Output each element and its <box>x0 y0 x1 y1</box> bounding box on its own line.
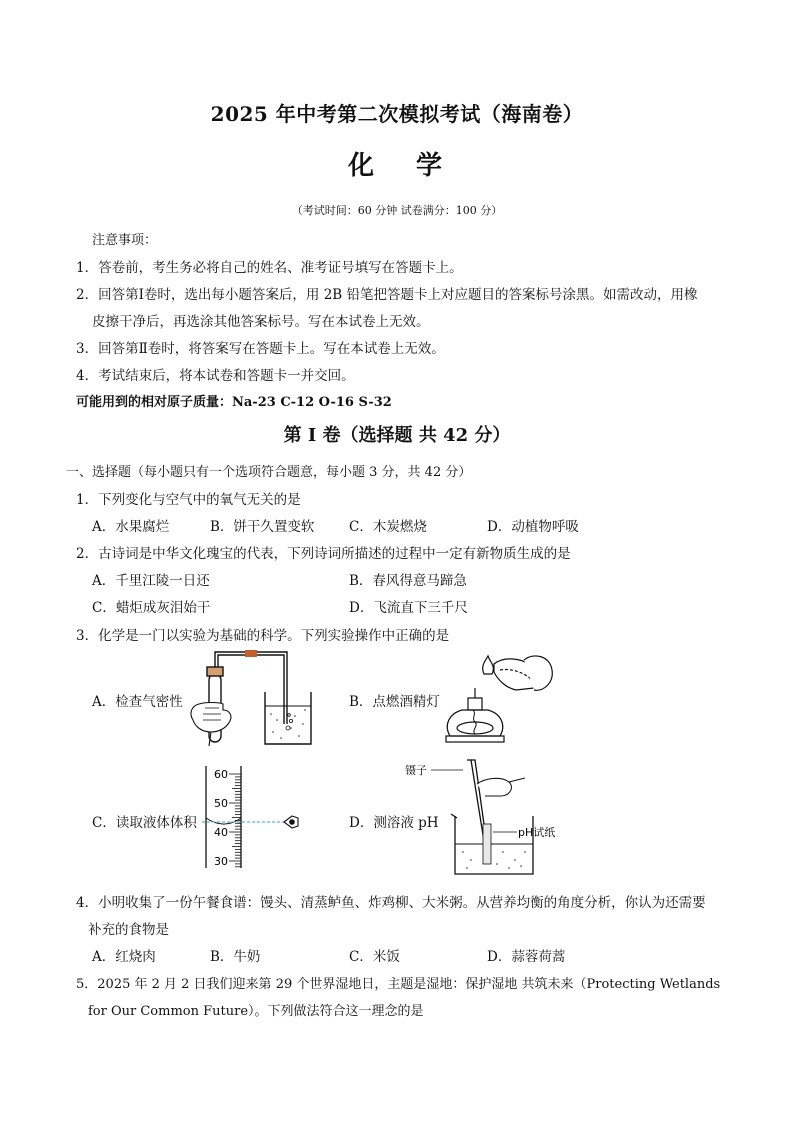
q2-option-d: D．飞流直下三千尺 <box>349 600 468 616</box>
q4-option-a: A．红烧肉 <box>92 949 156 965</box>
subject-char-1: 化 <box>347 151 378 181</box>
q4-stem-cont: 补充的食物是 <box>88 922 169 938</box>
alcohol-lamp-figure <box>440 652 555 748</box>
ph-paper-label: pH试纸 <box>518 826 556 839</box>
q2-option-c: C．蜡炬成灰泪始干 <box>92 600 211 616</box>
q1-option-b: B．饼干久置变软 <box>210 519 315 535</box>
subject-title <box>0 145 794 182</box>
section-title: 第 I 卷（选择题 共 42 分） <box>283 425 511 446</box>
cylinder-tick-30: 30 <box>214 855 228 868</box>
hose-clamp <box>245 650 257 657</box>
cylinder-tick-50: 50 <box>214 797 228 810</box>
q4-option-d: D．蒜蓉荷蒿 <box>487 949 566 965</box>
notice-item-2-cont: 皮擦干净后，再选涂其他答案标号。写在本试卷上无效。 <box>92 314 430 330</box>
q5-stem-cont: for Our Common Future）。下列做法符合这一理念的是 <box>88 1004 424 1019</box>
atomic-masses: 可能用到的相对原子质量：Na-23 C-12 O-16 S-32 <box>76 395 392 410</box>
q3-option-b: B．点燃酒精灯 <box>349 694 440 710</box>
notice-item-3: 3．回答第Ⅱ卷时，将答案写在答题卡上。写在本试卷上无效。 <box>76 341 445 357</box>
q2-option-a: A．千里江陵一日还 <box>92 573 210 589</box>
q4-stem: 4．小明收集了一份午餐食谱：馒头、清蒸鲈鱼、炸鸡柳、大米粥。从营养均衡的角度分析，你认为还需要 <box>76 895 706 911</box>
q3-stem: 3．化学是一门以实验为基础的科学。下列实验操作中正确的是 <box>76 628 450 644</box>
q1-option-c: C．木炭燃烧 <box>349 519 427 535</box>
tweezers-label: 镊子 <box>405 764 427 777</box>
q3-option-a: A．检查气密性 <box>92 694 183 710</box>
q2-option-b: B．春风得意马蹄急 <box>349 573 467 589</box>
notice-heading: 注意事项： <box>92 233 158 248</box>
q5-stem: 5．2025 年 2 月 2 日我们迎来第 29 个世界湿地日，主题是湿地：保护湿地 共筑未来（Protecting Wetlands <box>76 977 721 992</box>
notice-item-1: 1．答卷前，考生务必将自己的姓名、准考证号填写在答题卡上。 <box>76 260 463 276</box>
airtightness-check-figure <box>185 648 320 748</box>
q2-stem: 2．古诗词是中华文化瑰宝的代表，下列诗词所描述的过程中一定有新物质生成的是 <box>76 546 571 562</box>
q1-stem: 1．下列变化与空气中的氧气无关的是 <box>76 492 301 508</box>
q3-option-d: D．测溶液 pH <box>349 815 439 831</box>
section-instructions: 一、选择题（每小题只有一个选项符合题意，每小题 3 分，共 42 分） <box>66 465 472 480</box>
q4-option-c: C．米饭 <box>349 949 400 965</box>
graduated-cylinder-figure <box>196 762 306 872</box>
ph-measurement-figure <box>405 756 575 878</box>
notice-item-4: 4．考试结束后，将本试卷和答题卡一并交回。 <box>76 368 355 384</box>
cylinder-tick-40: 40 <box>214 826 228 839</box>
subject-char-2: 学 <box>416 151 447 181</box>
exam-info: （考试时间：60 分钟 试卷满分：100 分） <box>291 204 503 217</box>
q1-option-d: D．动植物呼吸 <box>487 519 579 535</box>
q4-option-b: B．牛奶 <box>210 949 261 965</box>
q1-option-a: A．水果腐烂 <box>92 519 170 535</box>
q3-option-c: C．读取液体体积 <box>92 815 197 831</box>
exam-title: 2025 年中考第二次模拟考试（海南卷） <box>210 102 584 126</box>
notice-item-2: 2．回答第Ⅰ卷时，选出每小题答案后，用 2B 铅笔把答题卡上对应题目的答案标号涂黑。如需改动，用橡 <box>76 287 698 303</box>
cylinder-tick-60: 60 <box>214 768 228 781</box>
